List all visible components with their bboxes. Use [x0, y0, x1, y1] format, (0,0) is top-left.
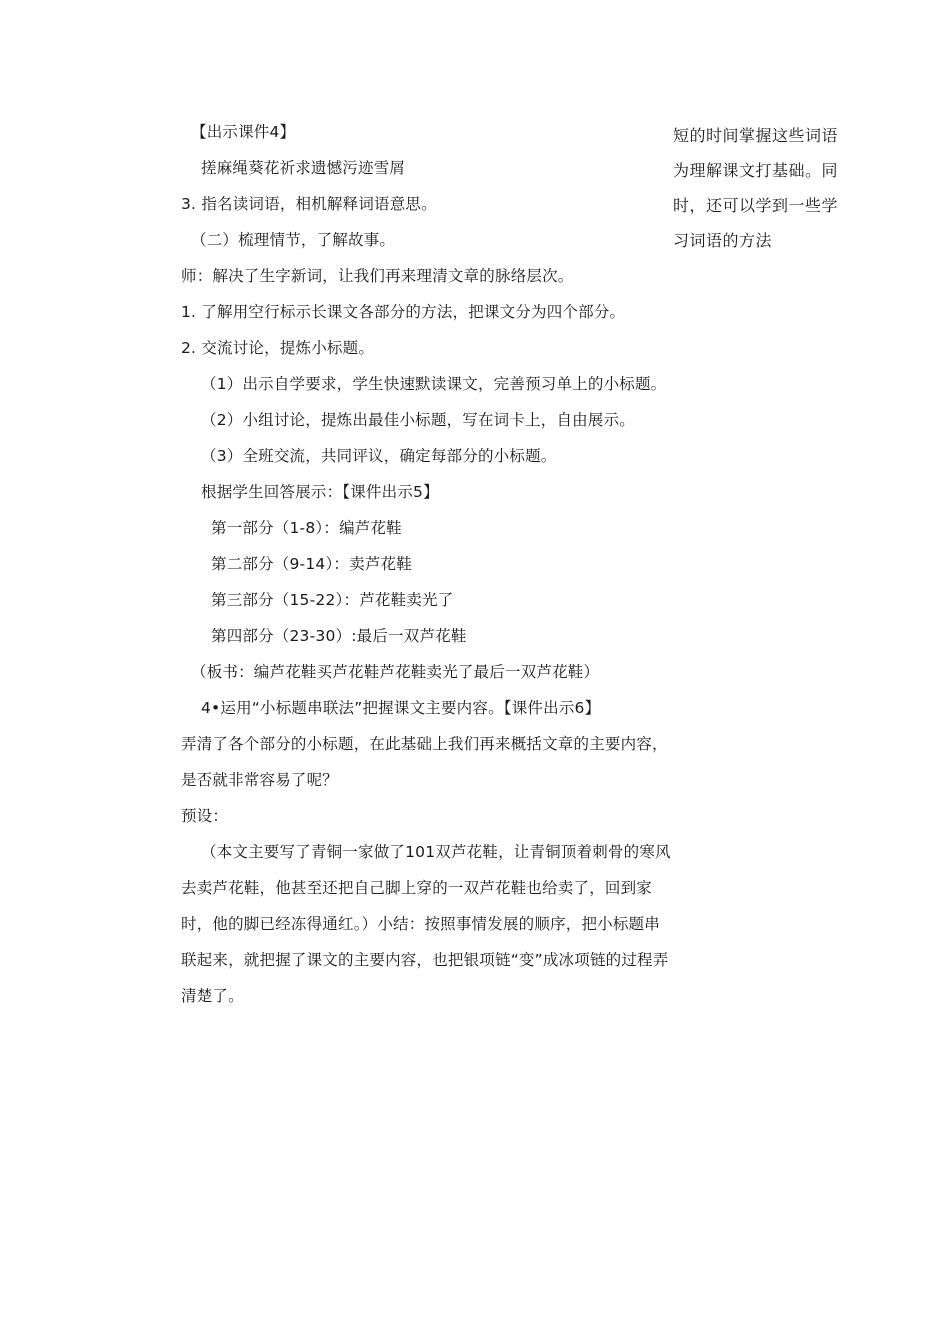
vocabulary-list: 搓麻绳葵花祈求遗憾污迹雪屑 [201, 159, 406, 177]
part-4-title: 第四部分（23-30）:最后一双芦花鞋 [211, 627, 467, 645]
summary-question: 弄清了各个部分的小标题，在此基础上我们再来概括文章的主要内容，是否就非常容易了呢？ [181, 735, 668, 789]
part-1-title: 第一部分（1-8）：编芦花鞋 [211, 519, 402, 537]
design-intent-side-column [673, 118, 873, 258]
step-2-discussion: 2. 交流讨论，提炼小标题。 [181, 339, 375, 357]
step-4-summary-method: 4•运用“小标题串联法”把握课文主要内容。【课件出示6】 [201, 699, 601, 717]
lesson-plan-main-column [181, 114, 671, 1014]
teacher-transition: 师：解决了生字新词，让我们再来理清文章的脉络层次。 [181, 267, 574, 285]
side-note-line-3: 时，还可以学到一些学 [673, 196, 839, 215]
step-1-divide-text: 1. 了解用空行标示长课文各部分的方法，把课文分为四个部分。 [181, 303, 626, 321]
step-3-read-words: 3. 指名读词语，相机解释词语意思。 [181, 195, 437, 213]
courseware-4-heading: 【出示课件4】 [191, 123, 296, 141]
part-3-title: 第三部分（15-22）：芦花鞋卖光了 [211, 591, 454, 609]
side-note-line-4: 习词语的方法 [673, 231, 773, 250]
preset-label: 预设： [181, 807, 229, 825]
side-note-line-2: 为理解课文打基础。同 [673, 161, 839, 180]
courseware-5-intro: 根据学生回答展示：【课件出示5】 [201, 483, 439, 501]
substep-1-self-study: （1）出示自学要求，学生快速默读课文，完善预习单上的小标题。 [201, 375, 667, 393]
section-2-heading: （二）梳理情节，了解故事。 [191, 231, 396, 249]
blackboard-note: （板书：编芦花鞋买芦花鞋芦花鞋卖光了最后一双芦花鞋） [191, 663, 600, 681]
substep-3-class-exchange: （3）全班交流，共同评议，确定每部分的小标题。 [201, 447, 557, 465]
part-2-title: 第二部分（9-14）：卖芦花鞋 [211, 555, 412, 573]
preset-answer-and-conclusion: （本文主要写了青铜一家做了101双芦花鞋，让青铜顶着刺骨的寒风去卖芦花鞋，他甚至还把自己脚上穿的一双芦花鞋也给卖了，回到家时，他的脚已经冻得通红。）小结：按照事情发展的顺序，把小标题串联起来，就把握了课文的主要内容，也把银项链“变”成冰项链的过程弄清楚了。 [181, 843, 671, 1005]
substep-2-group-discussion: （2）小组讨论，提炼出最佳小标题，写在词卡上，自由展示。 [201, 411, 635, 429]
side-note-line-1: 短的时间掌握这些词语 [673, 126, 839, 145]
